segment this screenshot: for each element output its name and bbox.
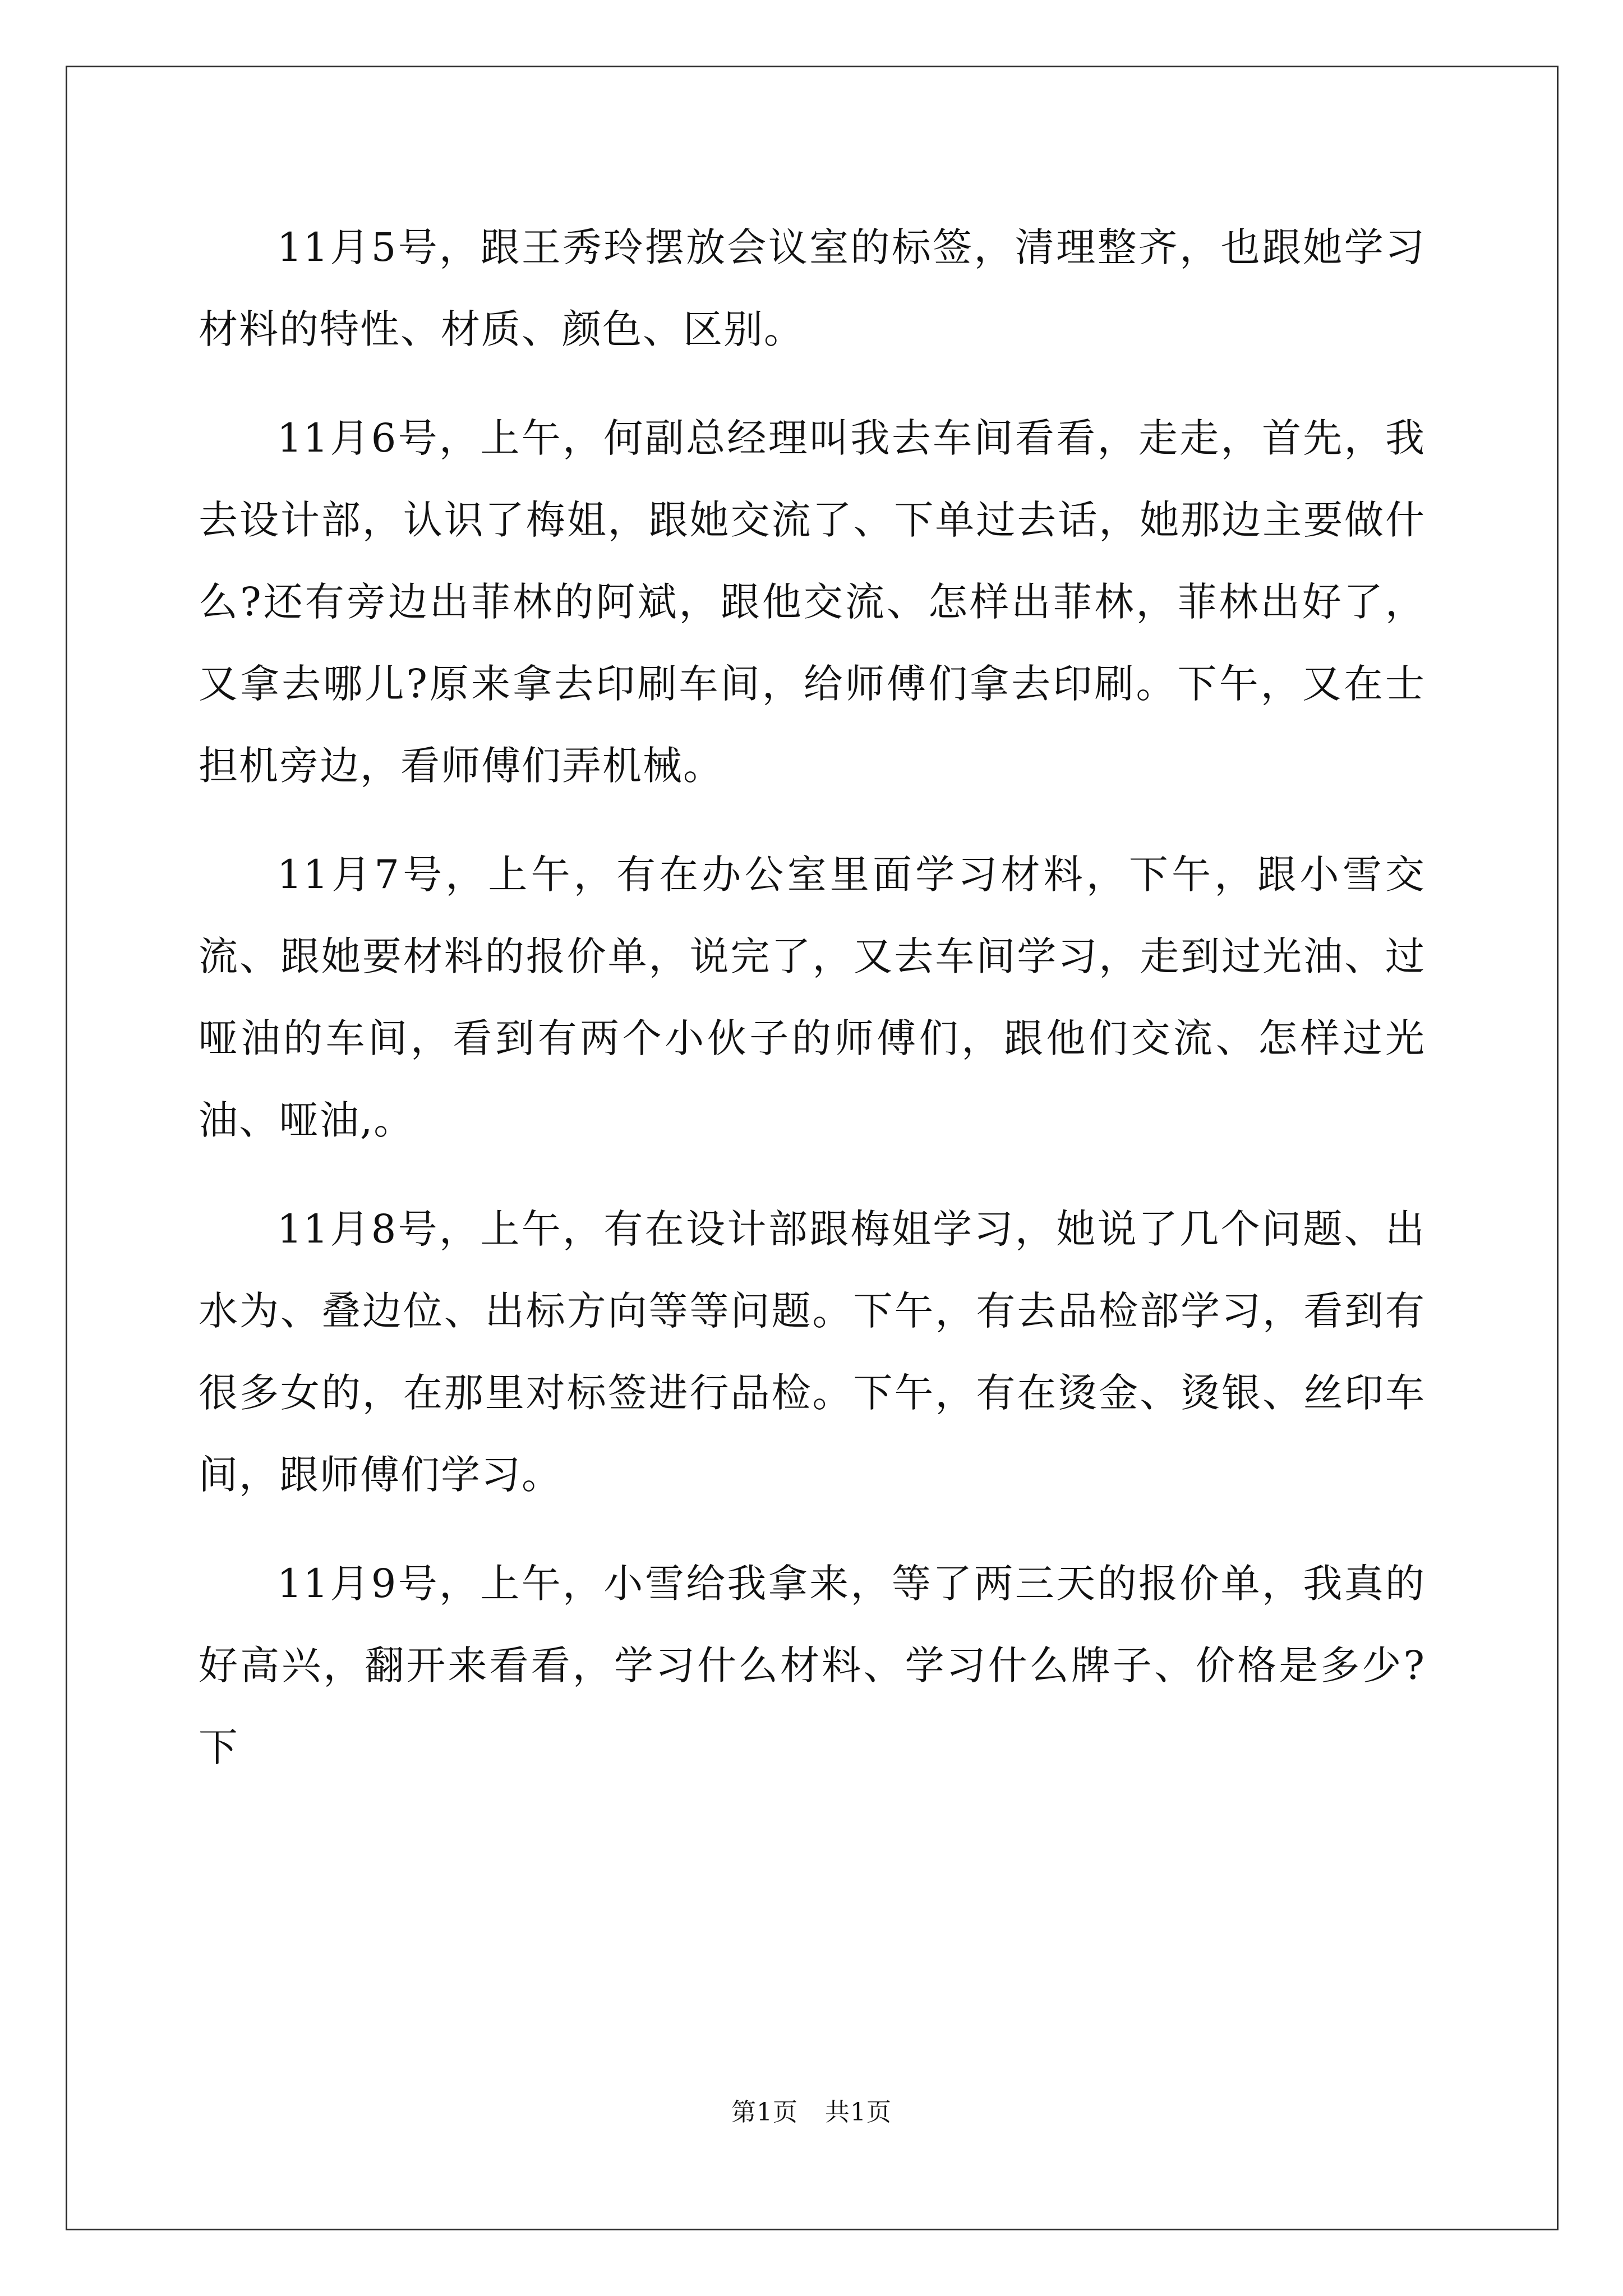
page-footer xyxy=(0,2096,1623,2129)
paragraph-nov-6: 11月6号，上午，何副总经理叫我去车间看看，走走，首先，我去设计部，认识了梅姐，跟她交流了、下单过去话，她那边主要做什么?还有旁边出菲林的阿斌，跟他交流、怎样出菲林，菲林出好了，又拿去哪儿?原来拿去印刷车间，给师傅们拿去印刷。下午，又在士担机旁边，看师傅们弄机械。 xyxy=(199,415,1426,789)
paragraph-nov-7: 11月7号，上午，有在办公室里面学习材料，下午，跟小雪交流、跟她要材料的报价单，说完了，又去车间学习，走到过光油、过哑油的车间，看到有两个小伙子的师傅们，跟他们交流、怎样过光油、哑油,。 xyxy=(199,852,1426,1143)
paragraph-nov-5: 11月5号，跟王秀玲摆放会议室的标签，清理整齐，也跟她学习材料的特性、材质、颜色、区别。 xyxy=(199,224,1426,352)
page-number: 第1页 xyxy=(731,2098,798,2127)
paragraph-nov-8: 11月8号，上午，有在设计部跟梅姐学习，她说了几个问题、出水为、叠边位、出标方向等等问题。下午，有去品检部学习，看到有很多女的，在那里对标签进行品检。下午，有在烫金、烫银、丝印车间，跟师傅们学习。 xyxy=(199,1206,1426,1498)
document-body xyxy=(199,206,1426,1815)
paragraph-nov-9: 11月9号，上午，小雪给我拿来，等了两三天的报价单，我真的好高兴，翻开来看看，学习什么材料、学习什么牌子、价格是多少?下 xyxy=(199,1561,1426,1770)
page-total: 共1页 xyxy=(825,2098,892,2127)
